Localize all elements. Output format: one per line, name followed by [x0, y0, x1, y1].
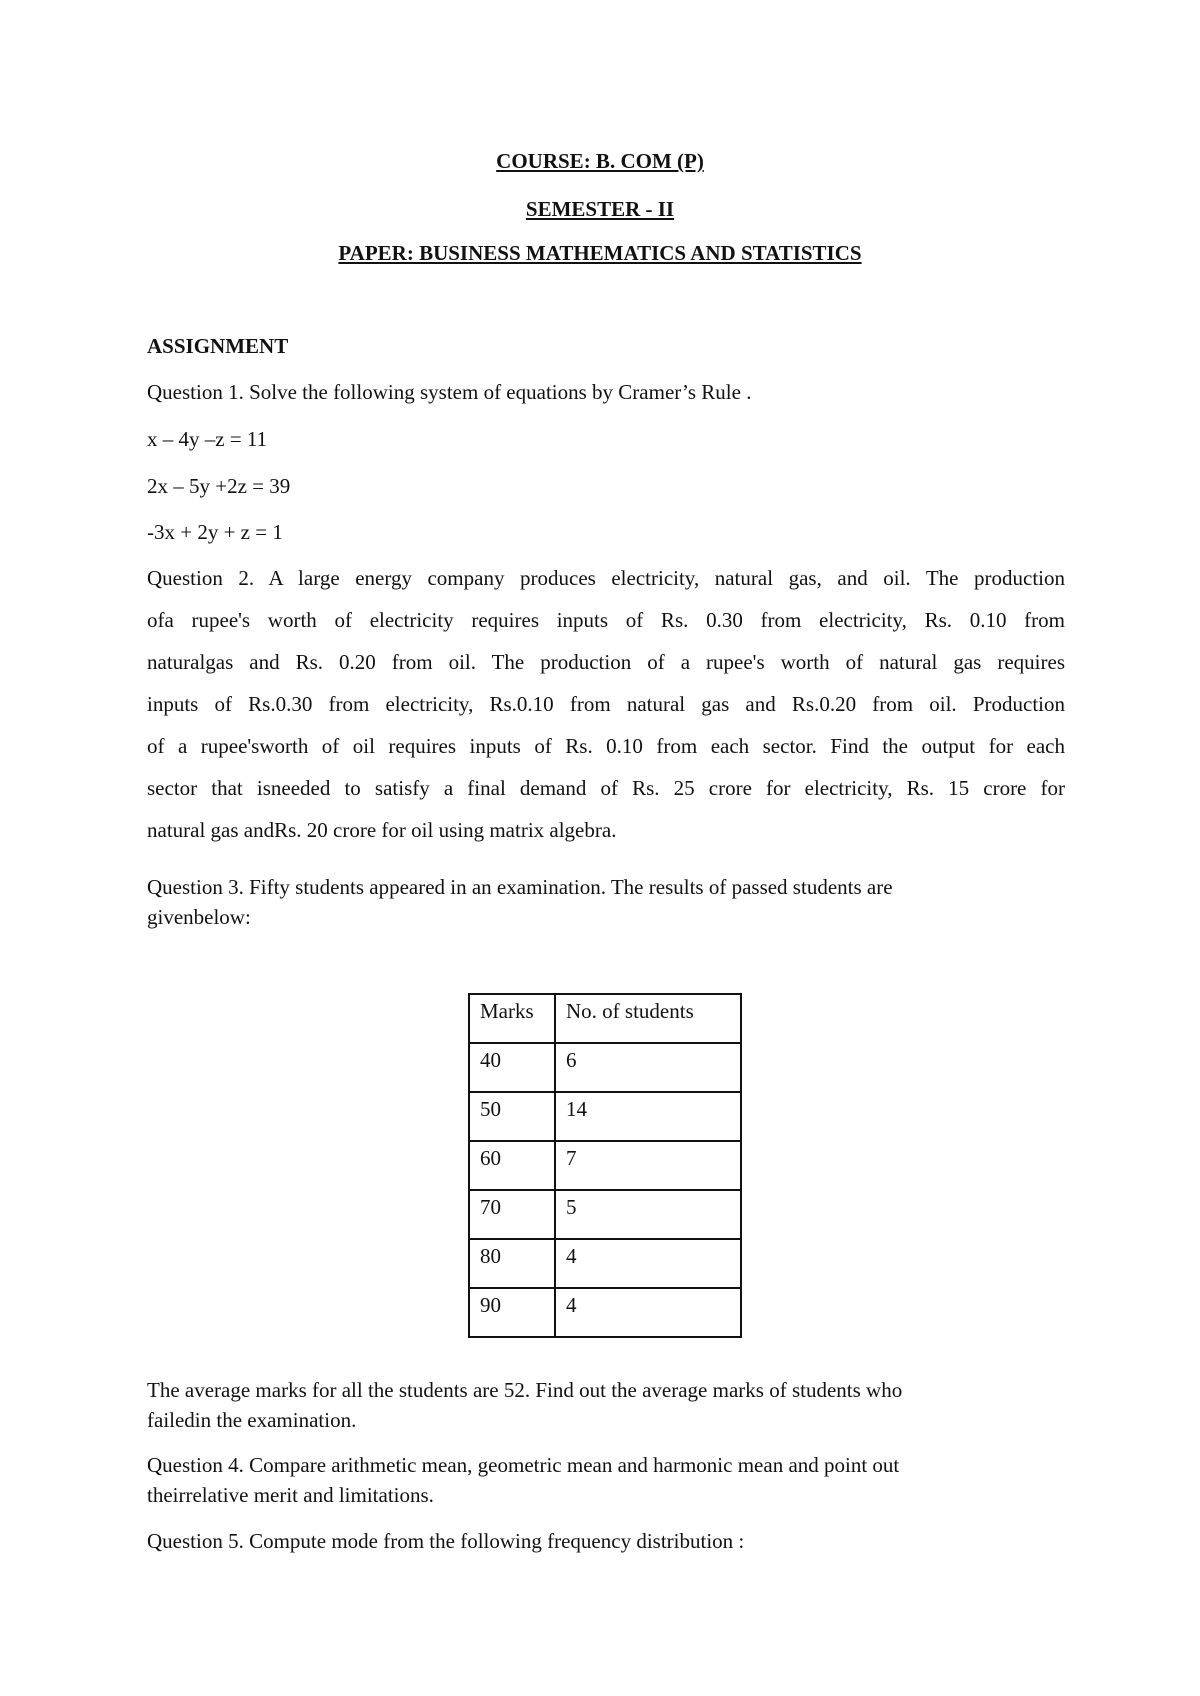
question-2-line: inputs of Rs.0.30 from electricity, Rs.0.10 from natural gas and Rs.0.20 from oil. Production: [147, 692, 1065, 716]
question-2-line: of a rupee'sworth of oil requires inputs of Rs. 0.10 from each sector. Find the output for each: [147, 734, 1065, 758]
table-header-cell: No. of students: [555, 994, 741, 1043]
table-row: [469, 1141, 741, 1190]
equation-1: x – 4y –z = 11: [147, 427, 268, 451]
table-row: [469, 1043, 741, 1092]
question-3-followup-line: failedin the examination.: [147, 1408, 357, 1432]
question-3-line: givenbelow:: [147, 905, 251, 929]
table-cell: 4: [555, 1239, 741, 1288]
question-2-line: ofa rupee's worth of electricity requires inputs of Rs. 0.30 from electricity, Rs. 0.10 from: [147, 608, 1065, 632]
question-2-line: sector that isneeded to satisfy a final demand of Rs. 25 crore for electricity, Rs. 15 crore for: [147, 776, 1065, 800]
table-cell: 6: [555, 1043, 741, 1092]
assignment-title: ASSIGNMENT: [147, 334, 289, 358]
course-heading: COURSE: B. COM (P): [496, 149, 704, 173]
marks-table: [468, 993, 742, 1338]
question-4-line: Question 4. Compare arithmetic mean, geometric mean and harmonic mean and point out: [147, 1453, 900, 1477]
question-2-line: natural gas andRs. 20 crore for oil using matrix algebra.: [147, 818, 617, 842]
table-cell: 14: [555, 1092, 741, 1141]
table-row: [469, 1239, 741, 1288]
table-row: [469, 1092, 741, 1141]
table-row: [469, 1190, 741, 1239]
paper-heading: PAPER: BUSINESS MATHEMATICS AND STATISTICS: [338, 241, 862, 265]
table-cell: 60: [469, 1141, 555, 1190]
table-cell: 5: [555, 1190, 741, 1239]
equation-2: 2x – 5y +2z = 39: [147, 474, 291, 498]
table-header-row: [469, 994, 741, 1043]
table-cell: 7: [555, 1141, 741, 1190]
table-header-cell: Marks: [469, 994, 555, 1043]
table-cell: 4: [555, 1288, 741, 1337]
question-1-text: Question 1. Solve the following system of equations by Cramer’s Rule .: [147, 380, 752, 404]
table-cell: 70: [469, 1190, 555, 1239]
table-cell: 40: [469, 1043, 555, 1092]
question-3-followup-line: The average marks for all the students are 52. Find out the average marks of students who: [147, 1378, 903, 1402]
table-row: [469, 1288, 741, 1337]
table-cell: 80: [469, 1239, 555, 1288]
question-5-text: Question 5. Compute mode from the following frequency distribution :: [147, 1529, 745, 1553]
question-2-line: naturalgas and Rs. 0.20 from oil. The production of a rupee's worth of natural gas requires: [147, 650, 1065, 674]
question-4-line: theirrelative merit and limitations.: [147, 1483, 434, 1507]
equation-3: -3x + 2y + z = 1: [147, 520, 283, 544]
table-cell: 50: [469, 1092, 555, 1141]
table-cell: 90: [469, 1288, 555, 1337]
question-2-line: Question 2. A large energy company produces electricity, natural gas, and oil. The production: [147, 566, 1065, 590]
semester-heading: SEMESTER - II: [525, 197, 675, 221]
question-3-line: Question 3. Fifty students appeared in an examination. The results of passed students are: [147, 875, 893, 899]
